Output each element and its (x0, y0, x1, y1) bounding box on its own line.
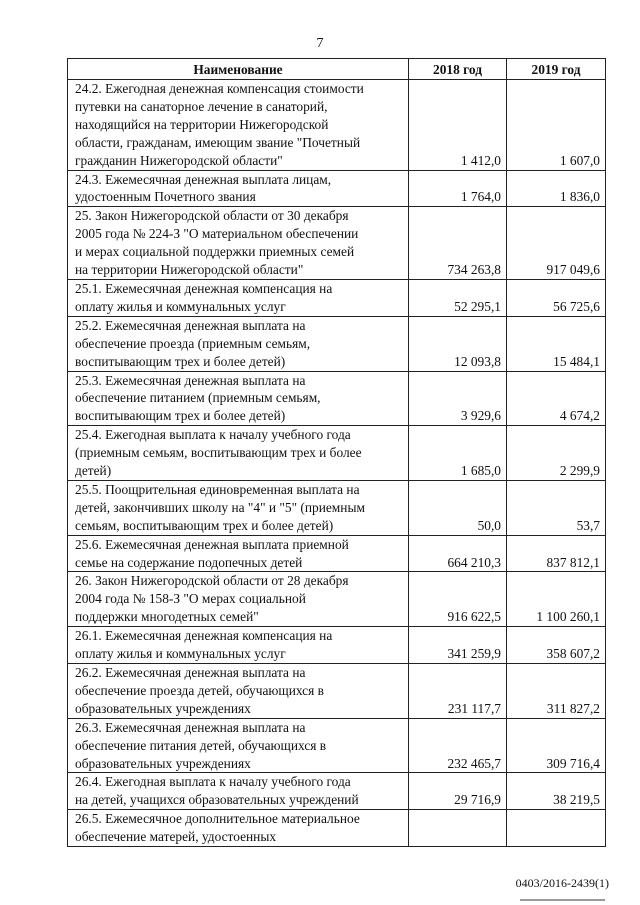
item-name-cell (68, 170, 409, 207)
value-2018: 1 685,0 (409, 426, 507, 481)
table-body (68, 80, 606, 847)
item-name-line: 25.1. Ежемесячная денежная компенсация на (75, 280, 333, 296)
item-name-cell (68, 810, 409, 847)
item-name-line: образовательных учреждениях (75, 700, 251, 716)
item-name-cell (68, 572, 409, 627)
item-name-line: 26. Закон Нижегородской области от 28 декабря (75, 573, 349, 589)
table-header (68, 59, 606, 80)
item-name-line: 26.2. Ежемесячная денежная выплата на (75, 665, 306, 680)
item-name-line: 25.5. Поощрительная единовременная выплата на (75, 481, 360, 497)
item-name-line: воспитывающим трех и более детей) (75, 353, 286, 369)
table-row (68, 371, 606, 426)
item-name-line: 2004 года № 158-З "О мерах социальной (75, 591, 306, 607)
table-row (68, 426, 606, 481)
value-2018: 52 295,1 (409, 279, 507, 316)
table-row (68, 773, 606, 810)
item-name-line: обеспечение питания детей, обучающихся в (75, 737, 327, 753)
item-name-line: детей, закончивших школу на "4" и "5" (приемным (75, 499, 365, 515)
value-2018: 341 259,9 (409, 627, 507, 664)
value-2018 (409, 810, 507, 847)
table-row (68, 279, 606, 316)
item-name-line: 25. Закон Нижегородской области от 30 декабря (75, 208, 349, 224)
value-2019: 309 716,4 (507, 718, 606, 773)
item-name-line: (приемным семьям, воспитывающим трех и более (75, 445, 362, 461)
value-2018: 50,0 (409, 480, 507, 535)
value-2019: 837 812,1 (507, 535, 606, 572)
value-2018: 734 263,8 (409, 207, 507, 280)
value-2018: 29 716,9 (409, 773, 507, 810)
value-2019: 1 836,0 (507, 170, 606, 207)
value-2019: 15 484,1 (507, 316, 606, 371)
value-2018: 1 412,0 (409, 80, 507, 171)
value-2019: 53,7 (507, 480, 606, 535)
value-2019 (507, 810, 606, 847)
document-code: 0403/2016-2439(1) (515, 876, 609, 890)
scan-mark (520, 899, 605, 901)
item-name-line: 25.3. Ежемесячная денежная выплата на (75, 372, 306, 388)
header-name: Наименование (68, 59, 409, 80)
item-name-line: образовательных учреждениях (75, 755, 251, 771)
value-2019: 4 674,2 (507, 371, 606, 426)
table-row (68, 80, 606, 171)
item-name-line: 25.4. Ежегодная выплата к началу учебного года (75, 427, 351, 443)
item-name-line: и мерах социальной поддержки приемных семей (75, 244, 355, 260)
item-name-line: 25.6. Ежемесячная денежная выплата приемной (75, 536, 349, 552)
table-row (68, 664, 606, 719)
item-name-cell (68, 718, 409, 773)
item-name-line: области, гражданам, имеющим звание "Почетный (75, 134, 361, 150)
table-row (68, 535, 606, 572)
value-2018: 1 764,0 (409, 170, 507, 207)
header-2019: 2019 год (507, 59, 606, 80)
item-name-cell (68, 664, 409, 719)
value-2018: 232 465,7 (409, 718, 507, 773)
value-2019: 38 219,5 (507, 773, 606, 810)
item-name-cell (68, 480, 409, 535)
value-2019: 358 607,2 (507, 627, 606, 664)
table-row (68, 718, 606, 773)
table-row (68, 480, 606, 535)
item-name-cell (68, 535, 409, 572)
table-row (68, 316, 606, 371)
item-name-line: находящийся на территории Нижегородской (75, 116, 329, 132)
value-2019: 917 049,6 (507, 207, 606, 280)
value-2018: 231 117,7 (409, 664, 507, 719)
item-name-line: поддержки многодетных семей" (75, 609, 259, 625)
item-name-line: 26.5. Ежемесячное дополнительное материальное (75, 811, 360, 827)
value-2018: 664 210,3 (409, 535, 507, 572)
item-name-line: на детей, учащихся образовательных учреждений (75, 792, 359, 808)
item-name-line: обеспечение матерей, удостоенных (75, 829, 277, 845)
item-name-line: обеспечение проезда (приемным семьям, (75, 335, 311, 351)
item-name-line: детей) (75, 463, 112, 479)
item-name-line: гражданин Нижегородской области" (75, 152, 283, 168)
item-name-line: 24.3. Ежемесячная денежная выплата лицам, (75, 171, 332, 187)
item-name-line: обеспечение проезда детей, обучающихся в (75, 682, 324, 698)
table-row (68, 810, 606, 847)
budget-table (67, 58, 606, 847)
value-2018: 3 929,6 (409, 371, 507, 426)
table-row (68, 627, 606, 664)
table-row (68, 170, 606, 207)
item-name-line: 25.2. Ежемесячная денежная выплата на (75, 317, 306, 333)
item-name-line: 26.4. Ежегодная выплата к началу учебного года (75, 774, 351, 790)
item-name-line: 2005 года № 224-З "О материальном обеспечении (75, 226, 359, 242)
value-2019: 56 725,6 (507, 279, 606, 316)
item-name-line: удостоенным Почетного звания (75, 189, 256, 205)
item-name-cell (68, 80, 409, 171)
value-2019: 1 607,0 (507, 80, 606, 171)
table-row (68, 572, 606, 627)
value-2019: 2 299,9 (507, 426, 606, 481)
header-2018: 2018 год (409, 59, 507, 80)
item-name-cell (68, 207, 409, 280)
value-2018: 916 622,5 (409, 572, 507, 627)
item-name-line: семьям, воспитывающим трех и более детей) (75, 517, 334, 533)
item-name-cell (68, 316, 409, 371)
value-2019: 1 100 260,1 (507, 572, 606, 627)
item-name-line: 24.2. Ежегодная денежная компенсация стоимости (75, 81, 364, 96)
item-name-line: семье на содержание подопечных детей (75, 554, 303, 570)
item-name-line: 26.3. Ежемесячная денежная выплата на (75, 719, 306, 735)
item-name-cell (68, 279, 409, 316)
value-2018: 12 093,8 (409, 316, 507, 371)
item-name-cell (68, 426, 409, 481)
header-row (68, 59, 606, 80)
item-name-cell (68, 627, 409, 664)
item-name-line: 26.1. Ежемесячная денежная компенсация на (75, 628, 333, 644)
item-name-line: на территории Нижегородской области" (75, 262, 304, 278)
table-row (68, 207, 606, 280)
item-name-line: воспитывающим трех и более детей) (75, 408, 286, 424)
item-name-line: оплату жилья и коммунальных услуг (75, 646, 286, 662)
item-name-cell (68, 773, 409, 810)
item-name-line: оплату жилья и коммунальных услуг (75, 298, 286, 314)
item-name-line: обеспечение питанием (приемным семьям, (75, 390, 321, 406)
page-number: 7 (316, 36, 324, 51)
item-name-cell (68, 371, 409, 426)
value-2019: 311 827,2 (507, 664, 606, 719)
item-name-line: путевки на санаторное лечение в санаторий, (75, 98, 328, 114)
